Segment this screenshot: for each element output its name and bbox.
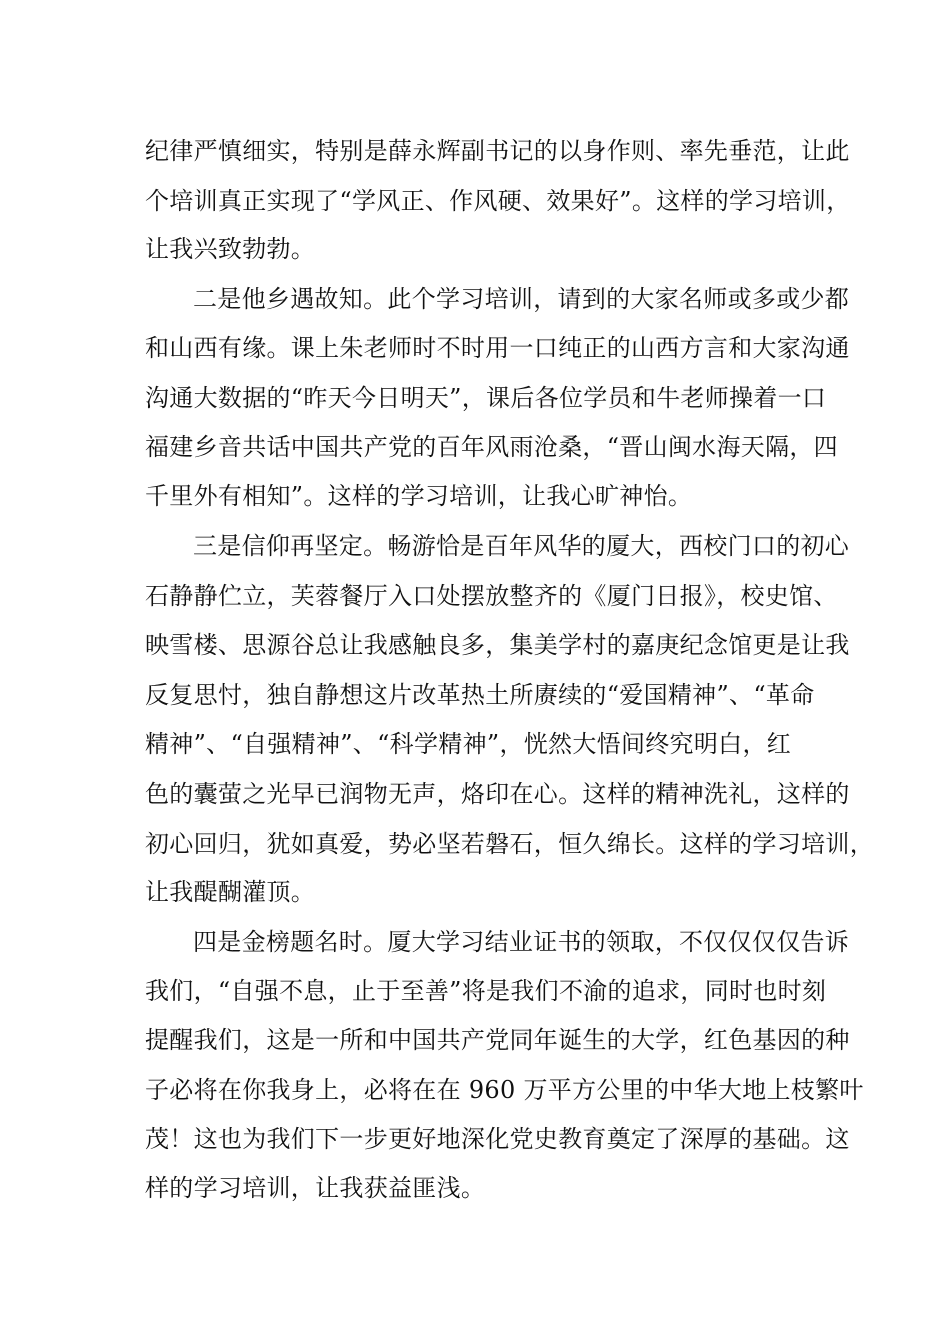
paragraph-2-line-4: 福建乡音共话中国共产党的百年风雨沧桑，“晋山闽水海天隔，四 — [145, 433, 838, 461]
paragraph-4-line-6: 样的学习培训，让我获益匪浅。 — [145, 1174, 486, 1202]
paragraph-3-line-4: 反复思忖，独自静想这片改革热土所赓续的“爱国精神”、“革命 — [145, 681, 815, 709]
paragraph-3-line-1: 三是信仰再坚定。畅游恰是百年风华的厦大，西校门口的初心 — [193, 532, 850, 560]
paragraph-2-line-1: 二是他乡遇故知。此个学习培训，请到的大家名师或多或少都 — [193, 285, 850, 313]
paragraph-4-line-1: 四是金榜题名时。厦大学习结业证书的领取，不仅仅仅仅告诉 — [193, 928, 850, 956]
paragraph-4-line-2: 我们，“自强不息，止于至善”将是我们不渝的追求，同时也时刻 — [145, 977, 827, 1005]
paragraph-4-line-3: 提醒我们，这是一所和中国共产党同年诞生的大学，红色基因的种 — [145, 1026, 850, 1054]
paragraph-1-line-1: 纪律严慎细实，特别是薛永辉副书记的以身作则、率先垂范，让此 — [145, 137, 850, 165]
paragraph-2-line-2: 和山西有缘。课上朱老师时不时用一口纯正的山西方言和大家沟通 — [145, 334, 850, 362]
paragraph-1-line-3: 让我兴致勃勃。 — [145, 235, 316, 263]
paragraph-3-line-2: 石静静伫立，芙蓉餐厅入口处摆放整齐的《厦门日报》，校史馆、 — [145, 582, 838, 610]
paragraph-3-line-7: 初心回归，犹如真爱，势必坚若磐石，恒久绵长。这样的学习培训， — [145, 830, 874, 858]
paragraph-3-line-5: 精神”、“自强精神”、“科学精神”，恍然大悟间终究明白，红 — [145, 730, 792, 758]
paragraph-4-line-5: 茂！这也为我们下一步更好地深化党史教育奠定了深厚的基础。这 — [145, 1125, 850, 1153]
paragraph-4-line-4: 子必将在你我身上，必将在在 960 万平方公里的中华大地上枝繁叶 — [145, 1076, 864, 1104]
paragraph-3-line-3: 映雪楼、思源谷总让我感触良多，集美学村的嘉庚纪念馆更是让我 — [145, 631, 850, 659]
paragraph-1-line-2: 个培训真正实现了“学风正、作风硬、效果好”。这样的学习培训， — [145, 187, 851, 215]
paragraph-3-line-8: 让我醍醐灌顶。 — [145, 878, 316, 906]
paragraph-2-line-5: 千里外有相知”。这样的学习培训，让我心旷神怡。 — [145, 482, 693, 510]
paragraph-2-line-3: 沟通大数据的“昨天今日明天”，课后各位学员和牛老师操着一口 — [145, 384, 827, 412]
paragraph-3-line-6: 色的囊萤之光早已润物无声，烙印在心。这样的精神洗礼，这样的 — [145, 780, 850, 808]
